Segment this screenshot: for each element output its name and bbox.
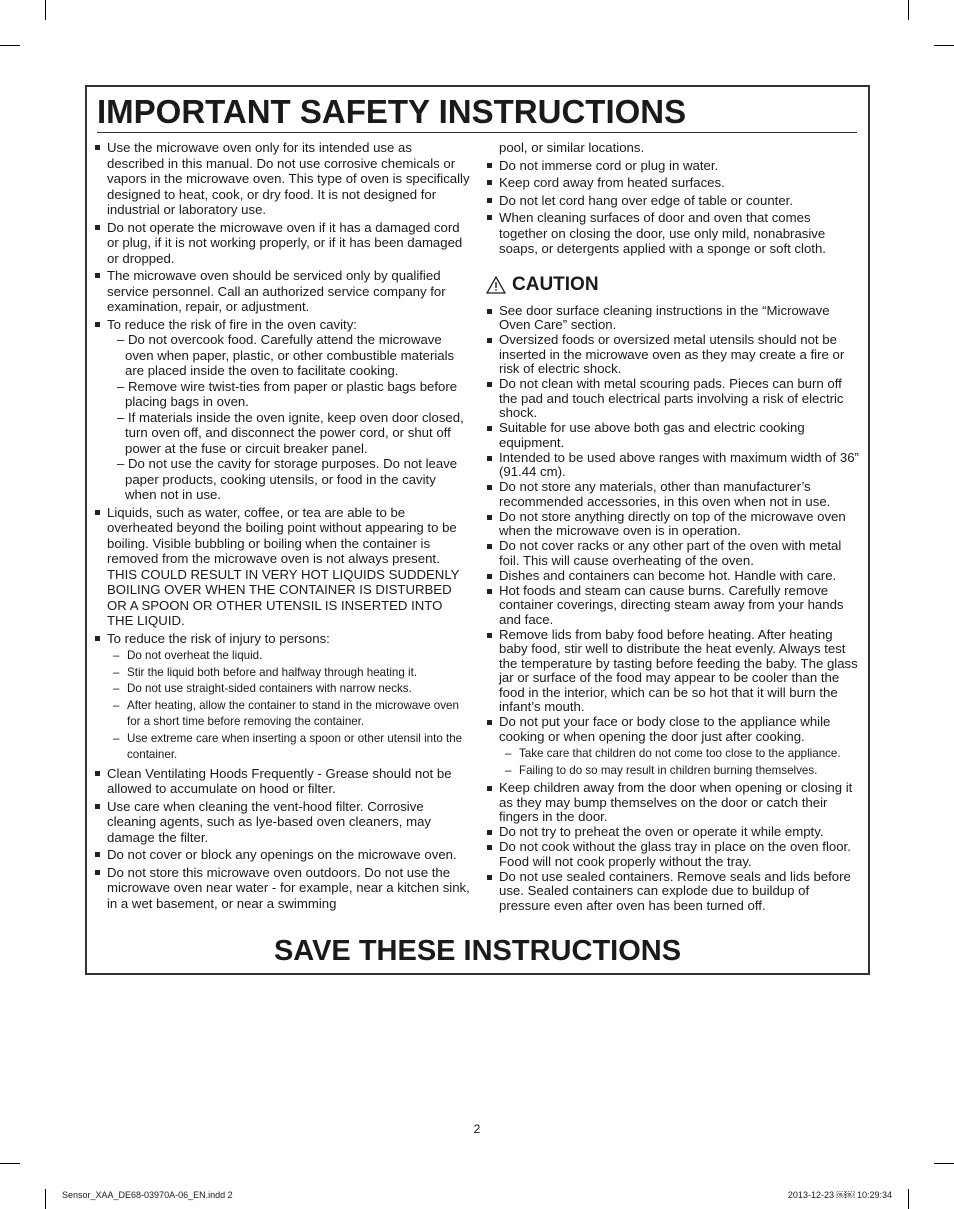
list-item (94, 505, 470, 629)
list-item-text: Keep children away from the door when opening or closing it as they may bump themselves on the door or catch their fingers in the door. (499, 780, 853, 824)
bullet-icon (487, 426, 492, 431)
list-item (94, 766, 470, 797)
list-item-text: Do not immerse cord or plug in water. (499, 157, 719, 173)
bullet-icon (95, 145, 100, 150)
bullet-icon (487, 198, 492, 203)
small-sub-list-text: Stir the liquid both before and halfway through heating it. (127, 665, 418, 679)
list-item (486, 569, 862, 584)
small-sub-list-text: Do not use straight-sided containers with narrow necks. (127, 682, 412, 695)
list-item-text: Suitable for use above both gas and electric cooking equipment. (499, 420, 805, 450)
list-item-text: The microwave oven should be serviced only by qualified service personnel. Call an authorized service company for examination, repair, or adjustment. (107, 268, 446, 314)
bullet-icon (487, 180, 492, 185)
list-item-text: Intended to be used above ranges with maximum width of 36” (91.44 cm). (499, 449, 859, 479)
bullet-icon (95, 225, 100, 230)
bullet-icon (487, 633, 492, 638)
small-sub-list-item (499, 746, 862, 763)
bullet-icon (487, 215, 492, 220)
bullet-icon (487, 845, 492, 850)
save-instructions-title: SAVE THESE INSTRUCTIONS (273, 935, 682, 967)
bullet-icon (487, 574, 492, 579)
list-item-text: Hot foods and steam can cause burns. Carefully remove container coverings, directing steam away from your hands and face. (499, 582, 844, 627)
crop-mark (934, 1163, 954, 1164)
list-item-text: To reduce the risk of fire in the oven cavity: (107, 316, 357, 332)
small-sub-list-item (107, 665, 470, 682)
dash-marker: – (113, 731, 120, 745)
bullet-icon (487, 544, 492, 549)
list-item (94, 268, 470, 315)
list-item (486, 510, 862, 539)
small-sub-list-item (499, 763, 862, 780)
list-item-text: Liquids, such as water, coffee, or tea are able to be overheated beyond the boiling point without appearing to be boiling. Visible bubbling or boiling when the container is removed from the microwave oven is not always present. THIS COULD RESULT IN VERY HOT LIQUIDS SUDDENLY BOILING OVER WHEN THE CONTAINER IS DISTURBED OR A SPOON OR OTHER UTENSIL IS INSERTED INTO THE LIQUID. (107, 504, 460, 628)
small-sub-list-text: Use extreme care when inserting a spoon or other utensil into the container. (127, 731, 463, 761)
list-item-text: Do not cover racks or any other part of the oven with metal foil. This will cause overheating of the oven. (499, 538, 842, 568)
page-number: 2 (473, 1122, 481, 1136)
crop-mark (0, 45, 20, 46)
bullet-icon (487, 720, 492, 725)
list-item-text: Do not try to preheat the oven or operate it while empty. (499, 824, 824, 839)
bullet-icon (95, 771, 100, 776)
caution-heading-text: CAUTION (512, 273, 599, 295)
small-sub-list-text: Take care that children do not come too close to the appliance. (519, 747, 841, 760)
dash-marker: – (113, 698, 120, 712)
footer-timestamp: 2013-12-23 ￼￼ 10:29:34 (787, 1190, 892, 1200)
bullet-icon (487, 309, 492, 314)
list-item (486, 480, 862, 509)
list-item (486, 158, 862, 174)
list-item (94, 220, 470, 267)
small-sub-list (107, 648, 470, 764)
sub-list (107, 332, 470, 503)
list-item-text: Clean Ventilating Hoods Frequently - Grease should not be allowed to accumulate on hood or filter. (107, 765, 452, 796)
list-item-text: To reduce the risk of injury to persons: (107, 630, 330, 646)
list-item (486, 715, 862, 779)
list-item-text: Do not cook without the glass tray in place on the oven floor. Food will not cook properly without the tray. (499, 839, 851, 869)
dash-marker: – (113, 665, 120, 679)
list-item-text: Do not cover or block any openings on the microwave oven. (107, 847, 457, 862)
list-item-text: Oversized foods or oversized metal utensils should not be inserted in the microwave oven as they may create a fire or risk of electric shock. (499, 332, 845, 376)
list-item (486, 840, 862, 869)
dash-marker: – (505, 747, 512, 760)
small-sub-list (499, 746, 862, 779)
dash-marker: – (113, 682, 120, 695)
bullet-icon (487, 515, 492, 520)
warning-triangle-icon (486, 276, 506, 294)
list-item-text: Do not operate the microwave oven if it has a damaged cord or plug, if it is not working properly, or if it has been damaged or dropped. (107, 219, 463, 266)
sub-list-item: – If materials inside the oven ignite, keep oven door closed, turn oven off, and disconnect the power cord, or shut off power at the fuse or circuit breaker panel. (117, 409, 464, 456)
sub-list-item: – Do not use the cavity for storage purposes. Do not leave paper products, cooking utensils, or food in the cavity when not in use. (117, 456, 458, 502)
dash-marker: – (113, 649, 120, 662)
bullet-icon (487, 163, 492, 168)
bullet-icon (95, 322, 100, 327)
small-sub-list-item (107, 648, 470, 665)
list-item (94, 140, 470, 218)
crop-mark (908, 1189, 909, 1209)
list-item (94, 317, 470, 503)
bullet-icon (487, 589, 492, 594)
right-bullet-list (486, 158, 862, 257)
list-item (486, 377, 862, 421)
bullet-icon (95, 852, 100, 857)
list-item (94, 865, 470, 912)
list-item (94, 799, 470, 846)
bullet-icon (487, 338, 492, 343)
list-item-text: Do not put your face or body close to the appliance while cooking or when opening the door just after cooking. (499, 714, 831, 744)
bullet-icon (487, 786, 492, 791)
bullet-icon (95, 870, 100, 875)
caution-bullet-list (486, 304, 862, 914)
crop-mark (45, 1189, 46, 1209)
list-item-text: Do not let cord hang over edge of table or counter. (499, 192, 793, 208)
bullet-icon (487, 485, 492, 490)
list-item (486, 210, 862, 257)
list-item (486, 539, 862, 568)
list-item (94, 631, 470, 764)
bullet-icon (95, 804, 100, 809)
list-item (486, 304, 862, 333)
left-bullet-list (94, 140, 470, 911)
bullet-icon (95, 273, 100, 278)
left-column (94, 140, 470, 913)
list-item-text: See door surface cleaning instructions in the “Microwave Oven Care” section. (499, 302, 830, 332)
crop-mark (45, 0, 46, 20)
list-item-text: Do not use sealed containers. Remove seals and lids before use. Sealed containers can explode due to buildup of pressure even after oven has been turned off. (499, 868, 851, 913)
list-item-text: When cleaning surfaces of door and oven that comes together on closing the door, use only mild, nonabrasive soaps, or detergents applied with a sponge or soft cloth. (499, 210, 826, 256)
bullet-icon (95, 510, 100, 515)
right-column (486, 140, 862, 914)
bullet-icon (95, 636, 100, 641)
crop-mark (908, 0, 909, 20)
list-item-text: Use the microwave oven only for its intended use as described in this manual. Do not use corrosive chemicals or vapors in the microwave oven. This type of oven is specifically designed to heat, cook, or dry food. It is not designed for industrial or laboratory use. (107, 140, 470, 217)
dash-marker: – (505, 763, 512, 777)
list-item (486, 870, 862, 914)
list-item-text: Use care when cleaning the vent-hood filter. Corrosive cleaning agents, such as lye-based oven cleaners, may damage the filter. (107, 798, 432, 845)
list-item-text: Do not store anything directly on top of the microwave oven when the microwave oven is in operation. (499, 508, 846, 538)
sub-list-item: – Remove wire twist-ties from paper or plastic bags before placing bags in oven. (117, 378, 458, 409)
footer-filename: Sensor_XAA_DE68-03970A-06_EN.indd 2 (62, 1190, 233, 1200)
list-item (486, 628, 862, 715)
small-sub-list-text: After heating, allow the container to stand in the microwave oven for a short time before removing the container. (127, 698, 459, 728)
list-item (486, 781, 862, 825)
list-item-text: Do not store this microwave oven outdoors. Do not use the microwave oven near water - for example, near a kitchen sink, in a wet basement, or near a swimming (107, 864, 470, 911)
list-item-text: Do not store any materials, other than manufacturer’s recommended accessories, in this oven when not in use. (499, 479, 831, 509)
page-title: IMPORTANT SAFETY INSTRUCTIONS (97, 92, 857, 133)
list-item (486, 193, 862, 209)
small-sub-list-item (107, 731, 470, 764)
small-sub-list-item (107, 681, 470, 698)
list-item (486, 451, 862, 480)
sub-list-item: – Do not overcook food. Carefully attend the microwave oven when paper, plastic, or other combustible materials are placed inside the oven to facilitate cooking. (117, 332, 455, 378)
list-item-text: Remove lids from baby food before heating. After heating baby food, stir well to distribute the heat evenly. Always test the temperature by tasting before feeding the baby. The glass jar or surface of the food may appear to be cooler than the food in the interior, which can be so hot that it will burn the infant’s mouth. (499, 626, 858, 714)
bullet-icon (487, 875, 492, 880)
list-item (486, 825, 862, 840)
small-sub-list-text: Do not overheat the liquid. (127, 649, 263, 662)
bullet-icon (487, 830, 492, 835)
small-sub-list-item (107, 698, 470, 731)
bullet-icon (487, 382, 492, 387)
list-item-text: Dishes and containers can become hot. Handle with care. (499, 567, 837, 583)
caution-heading (486, 273, 862, 297)
bullet-icon (487, 456, 492, 461)
list-item (486, 421, 862, 450)
list-item-text: Do not clean with metal scouring pads. Pieces can burn off the pad and touch electrical parts involving a risk of electric shock. (499, 376, 844, 420)
crop-mark (934, 45, 954, 46)
list-item (486, 175, 862, 191)
continued-text: pool, or similar locations. (499, 140, 645, 155)
list-item-text: Keep cord away from heated surfaces. (499, 175, 725, 190)
crop-mark (0, 1163, 20, 1164)
list-item (94, 847, 470, 863)
list-item (486, 333, 862, 377)
list-item (486, 584, 862, 628)
small-sub-list-text: Failing to do so may result in children burning themselves. (519, 763, 818, 777)
